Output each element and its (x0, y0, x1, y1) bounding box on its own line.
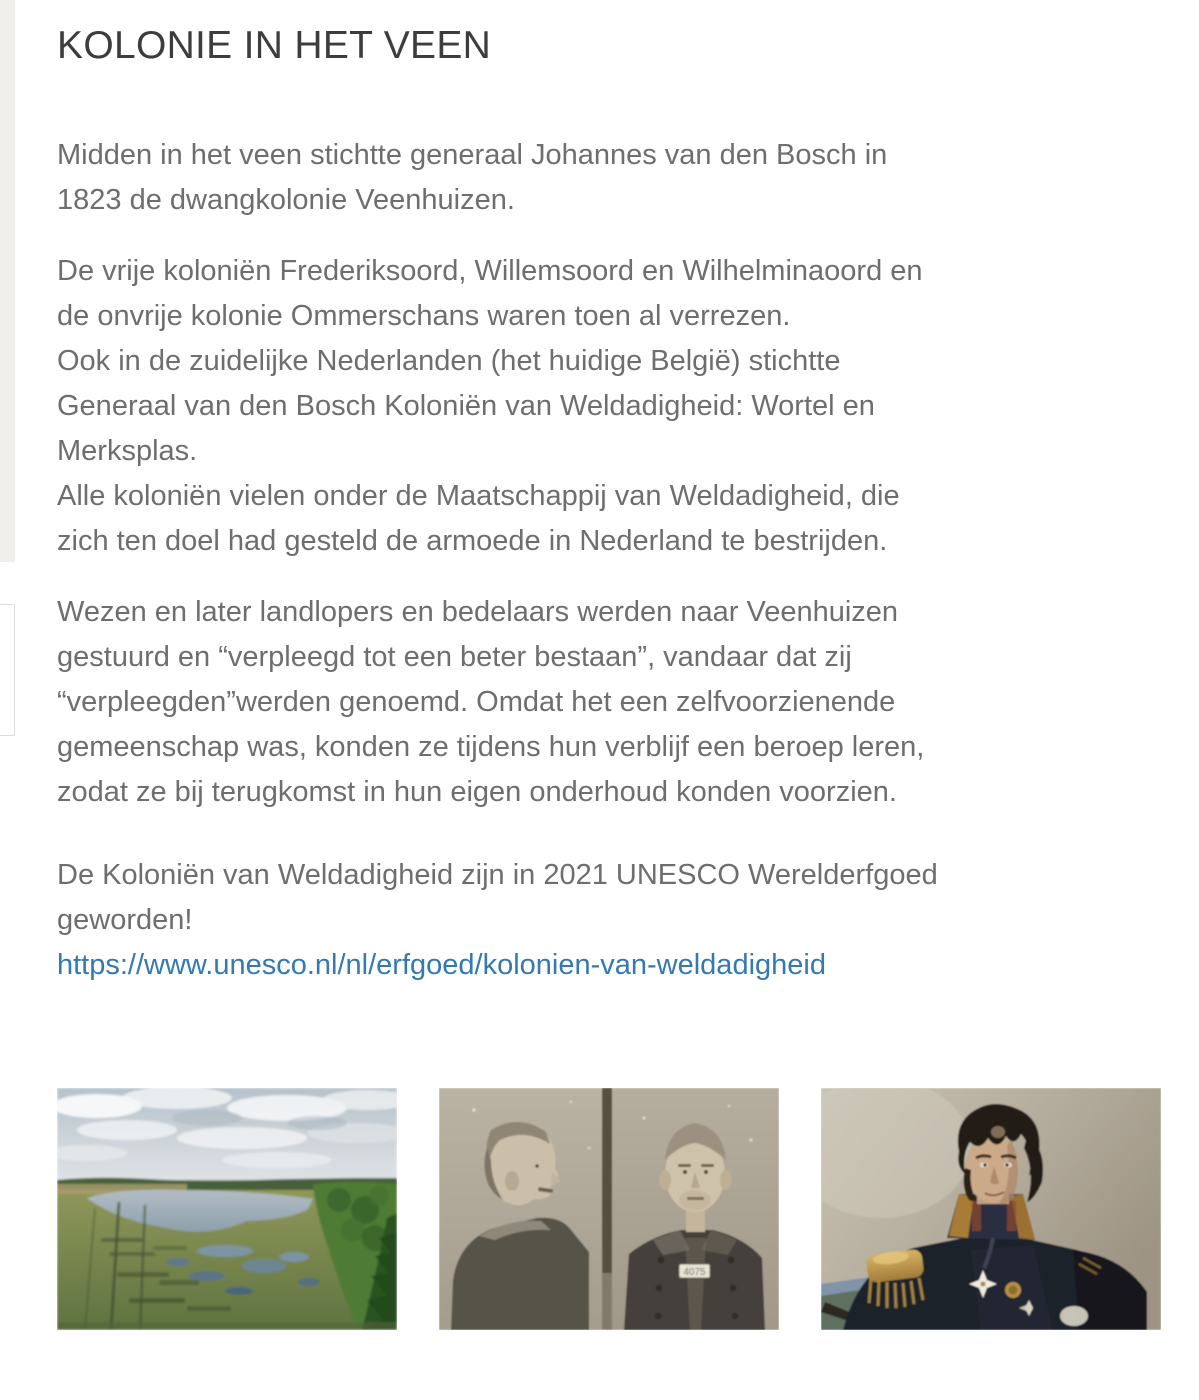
veen-landscape-image[interactable] (57, 1088, 397, 1330)
mugshot-art (439, 1088, 779, 1330)
article-content (57, 0, 1167, 1330)
paragraph-intro (57, 133, 1057, 223)
paragraph-colonies (57, 249, 1057, 564)
portrait-art (821, 1088, 1161, 1330)
paragraph-unesco (57, 853, 1057, 988)
portrait-image[interactable] (821, 1088, 1161, 1330)
text-line: “verpleegden”werden genoemd. Omdat het een zelfvoorzienende (57, 685, 896, 718)
text-line: Alle koloniën vielen onder de Maatschappij van Weldadigheid, die (57, 479, 900, 512)
text-line: Wezen en later landlopers en bedelaars werden naar Veenhuizen (57, 595, 899, 628)
text-line: Ook in de zuidelijke Nederlanden (het huidige België) stichtte (57, 344, 841, 377)
veen-landscape-art (57, 1088, 397, 1330)
image-gallery (57, 1088, 1167, 1330)
text-line: De Koloniën van Weldadigheid zijn in 2021 UNESCO Werelderfgoed (57, 858, 938, 891)
text-line: zodat ze bij terugkomst in hun eigen onderhoud konden voorzien. (57, 775, 897, 808)
text-line: gemeenschap was, konden ze tijdens hun verblijf een beroep leren, (57, 730, 925, 763)
text-line: gestuurd en “verpleegd tot een beter bestaan”, vandaar dat zij (57, 640, 852, 673)
text-line: 1823 de dwangkolonie Veenhuizen. (57, 183, 515, 216)
text-line: Merksplas. (57, 434, 198, 467)
text-line: De vrije koloniën Frederiksoord, Willemsoord en Wilhelminaoord en (57, 254, 923, 287)
mugshot-image[interactable] (439, 1088, 779, 1330)
text-line: zich ten doel had gesteld de armoede in Nederland te bestrijden. (57, 524, 888, 557)
text-line: geworden! (57, 903, 193, 936)
text-line: de onvrije kolonie Ommerschans waren toen al verrezen. (57, 299, 791, 332)
text-line: Generaal van den Bosch Koloniën van Weldadigheid: Wortel en (57, 389, 875, 422)
unesco-text (57, 853, 1057, 943)
page-title: KOLONIE IN HET VEEN (57, 24, 492, 67)
prisoner-number-tag: 4075 (683, 1266, 706, 1278)
left-margin-stripe (0, 0, 15, 562)
unesco-link[interactable]: https://www.unesco.nl/nl/erfgoed/kolonien-van-weldadigheid (57, 948, 826, 981)
paragraph-verpleegden (57, 590, 1057, 815)
text-line: Midden in het veen stichtte generaal Johannes van den Bosch in (57, 138, 888, 171)
left-edge-widget (0, 604, 15, 736)
